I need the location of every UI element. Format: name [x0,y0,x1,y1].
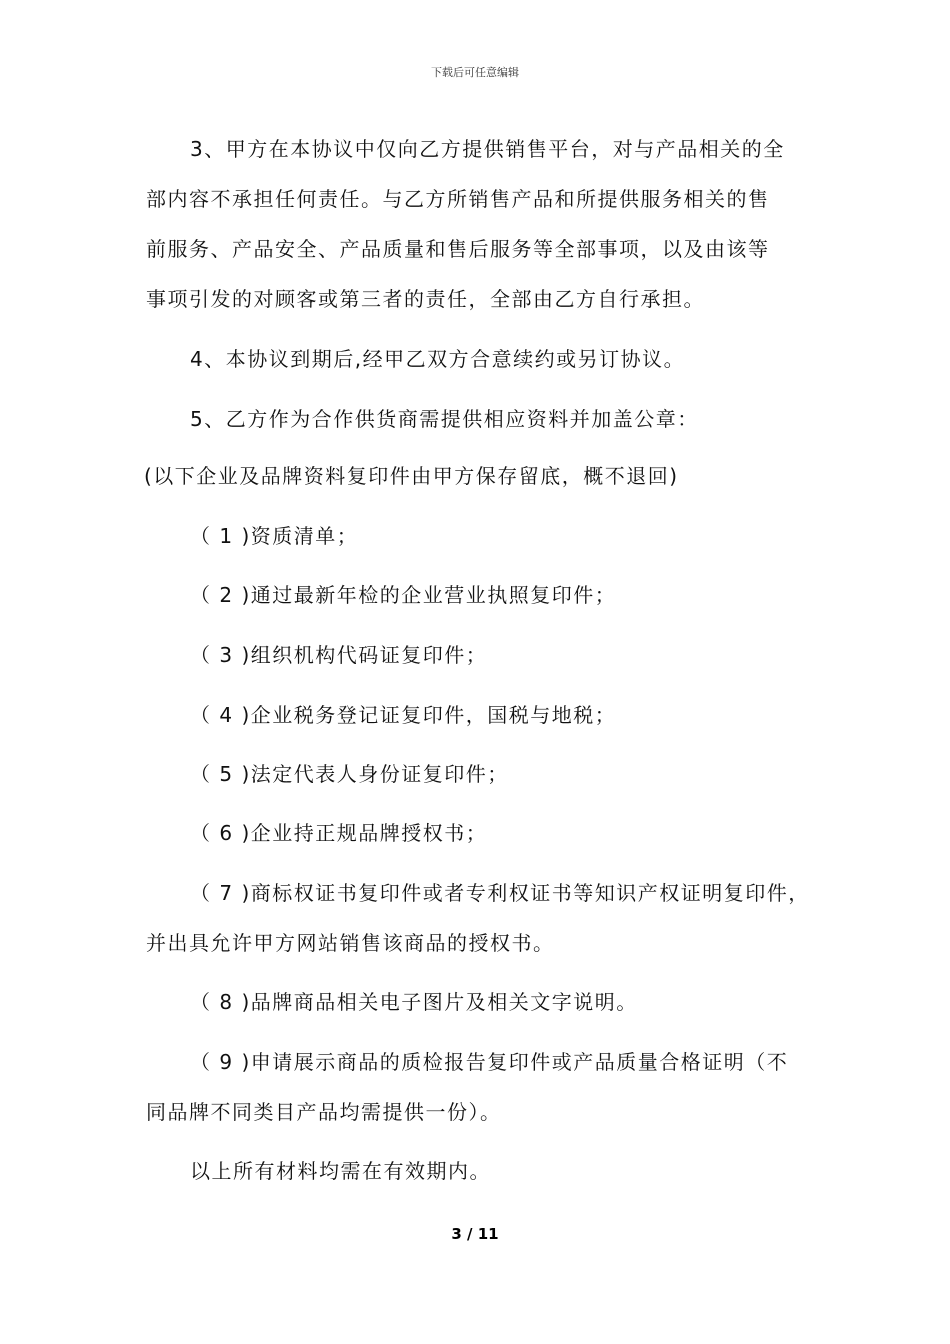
list-item-9-line-2: 同品牌不同类目产品均需提供一份）。 [146,1100,502,1124]
list-item-7-line-1: （ 7 )商标权证书复印件或者专利权证书等知识产权证明复印件， [190,881,810,905]
list-item-8: （ 8 )品牌商品相关电子图片及相关文字说明。 [190,990,638,1014]
list-item-6: （ 6 )企业持正规品牌授权书； [190,821,488,845]
list-item-3: （ 3 )组织机构代码证复印件； [190,643,488,667]
header-note: 下载后可任意编辑 [431,66,519,79]
list-item-5: （ 5 )法定代表人身份证复印件； [190,762,509,786]
paragraph-3-line-4: 事项引发的对顾客或第三者的责任，全部由乙方自行承担。 [146,287,705,311]
paragraph-5-note: (以下企业及品牌资料复印件由甲方保存留底，概不退回) [144,464,679,488]
list-item-7-line-2: 并出具允许甲方网站销售该商品的授权书。 [146,931,555,955]
page-number: 3 / 11 [451,1225,499,1243]
paragraph-5: 5、乙方作为合作供货商需提供相应资料并加盖公章： [190,407,699,431]
list-item-9-line-1: （ 9 )申请展示商品的质检报告复印件或产品质量合格证明（不 [190,1050,789,1074]
paragraph-4: 4、本协议到期后,经甲乙双方合意续约或另订协议。 [190,347,686,371]
paragraph-3-line-1: 3、甲方在本协议中仅向乙方提供销售平台，对与产品相关的全 [190,137,785,161]
paragraph-3-line-2: 部内容不承担任何责任。与乙方所销售产品和所提供服务相关的售 [146,187,770,211]
list-item-4: （ 4 )企业税务登记证复印件，国税与地税； [190,703,617,727]
paragraph-3-line-3: 前服务、产品安全、产品质量和售后服务等全部事项，以及由该等 [146,237,770,261]
closing-statement: 以上所有材料均需在有效期内。 [190,1159,491,1183]
list-item-2: （ 2 )通过最新年检的企业营业执照复印件； [190,583,617,607]
list-item-1: （ 1 )资质清单； [190,524,359,548]
